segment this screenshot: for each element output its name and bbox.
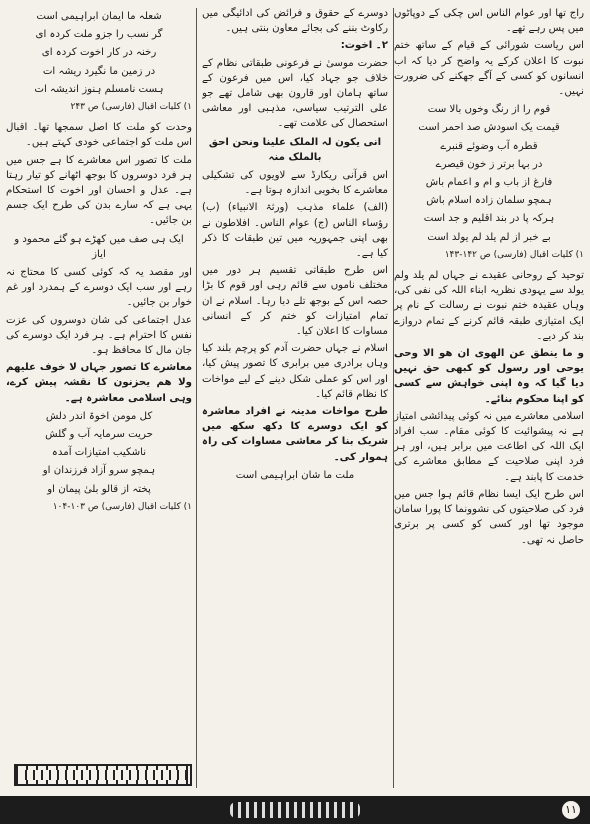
paragraph: عدل اجتماعی کی شان دوسروں کی عزت نفس کا احترام ہے۔ ہر فرد ایک دوسرے کی جان مال کا محافظ ہو۔ <box>6 314 192 357</box>
verse-line: ایک ہی صف میں کھڑے ہو گئے محمود و ایاز <box>14 233 184 260</box>
verse-line: در زمین ما نگیرد ریشہ ات <box>42 65 156 77</box>
column-divider <box>393 8 394 788</box>
verse-line: ناشکیب امتیازات آمدہ <box>51 447 147 459</box>
paragraph: (الف) علماء مذہب (ورثۃ الانبیاء) (ب) رؤساء الناس (ج) عوام الناس۔ افلاطون نے بھی اپنی جمہوریہ میں تین طبقات کا ذکر کیا ہے۔ <box>202 202 388 260</box>
verse-line: قطرہ آب وضوئے قنبرے <box>440 140 538 152</box>
footnote: ۱) کلیات اقبال (فارسی) ص ۱۴۲-۱۴۳ <box>444 249 584 260</box>
quran-quote: انی یکون لہ الملک علینا ونحن احق بالملک منہ <box>208 136 382 163</box>
page-number: ۱۱ <box>562 801 580 819</box>
paragraph: توحید کے روحانی عقیدے نے جہاں لم یلد ولم یولد سے یہودی نظریہ ابناء اللہ کی نفی کی، وہاں عقیدہ ختم نبوت نے رسالت کے نام پر ایک امتیازی طبقہ قائم کرنے کے تمام دروازے بند کر دیے۔ <box>394 270 584 342</box>
paragraph: معاشرے کا تصور جہاں لا خوف علیھم ولا ھم یحزنون کا نقشہ پیش کرے، وہی اسلامی معاشرہ ہے۔ <box>6 362 192 404</box>
decorative-pattern <box>230 802 360 818</box>
verse-line: ہمچو سرو آزاد فرزندان او <box>42 465 156 477</box>
column-divider <box>196 8 197 788</box>
verse-line: در بہا برتر ز خون قیصرے <box>435 158 543 170</box>
footnote: ۱) کلیات اقبال (فارسی) ص ۲۴۳ <box>70 102 192 113</box>
paragraph: دوسرے کے حقوق و فرائض کی ادائیگی میں رکاوٹ بننے کی بجائے معاون بنتی ہیں۔ <box>202 8 388 35</box>
footer-band <box>0 796 590 824</box>
column-left <box>6 6 192 796</box>
verse-line: ملت ما شان ابراہیمی است <box>235 469 355 481</box>
footnote: ۱) کلیات اقبال (فارسی) ص ۱۰۳-۱۰۴ <box>52 501 192 512</box>
verse-line: کل مومن اخوۃ اندر دلش <box>45 410 153 422</box>
verse-line: حریت سرمایہ آب و گلش <box>45 429 153 441</box>
paragraph: اسلامی معاشرے میں نہ کوئی پیدائشی امتیاز ہے نہ پیشوائیت کا کوئی مقام۔ سب افراد ایک اللہ کی اطاعت میں برابر ہیں، اور ہر فرد اپنی صلاحیت کے مطابق معاشرے کی خدمت کا پابند ہے۔ <box>394 410 584 483</box>
column-right <box>394 6 584 796</box>
verse-line: شعلہ ما ایمان ابراہیمی است <box>36 11 162 22</box>
verse-line: ہرکہ پا در بند اقلیم و جد است <box>423 213 555 225</box>
paragraph: طرح مواخات مدینہ نے افراد معاشرہ کو ایک دوسرے کا دکھ سکھ میں شریک بنا کر معاشی مساوات کی راہ ہموار کی۔ <box>202 406 388 463</box>
verse-line: قوم را از رنگ وخوں بالا ست <box>427 104 551 116</box>
paragraph: ملت کا تصور اس معاشرے کا ہے جس میں ہر فرد دوسروں کا بوجھ اٹھانے کو تیار رہتا ہے۔ عدل و احسان اور اخوت کا استحکام یہی ہے کہ سارے بدن کی طرح ایک جسم بن جائیں۔ <box>6 154 192 227</box>
paragraph: وحدت کو ملت کا اصل سمجھا تھا۔ اقبال اس ملت کو اجتماعی خودی کہتے ہیں۔ <box>6 122 192 149</box>
verse-line: ہمچو سلمان زادہ اسلام باش <box>426 195 552 207</box>
paragraph: اور مقصد یہ کہ کوئی کسی کا محتاج نہ رہے اور سب ایک دوسرے کے ہمدرد اور غم خوار بن جائیں۔ <box>6 267 192 309</box>
verse-line: قیمت یک اسودش صد احمر است <box>418 122 560 134</box>
paragraph: اسلام نے جہاں حضرت آدم کو پرچم بلند کیا وہاں برادری میں برابری کا تصور پیش کیا، اور اس کو عملی شکل دینے کے لیے مواخات کا نظام قائم کیا۔ <box>202 343 388 400</box>
verse-line: رخنہ در کار اخوت کردہ ای <box>41 47 157 59</box>
paragraph: و ما ینطق عن الھوی ان ھو الا وحی یوحی اور رسول کو کبھی حق نہیں دیا گیا کہ وہ اپنی خواہش سے کسی کو اپنا محکوم بنائے۔ <box>394 348 584 405</box>
verse-line: بے خبر از لم یلد لم یولد است <box>427 231 551 243</box>
verse-line: ہست نامسلم ہنوز اندیشہ ات <box>34 83 164 95</box>
column-middle <box>202 6 388 796</box>
paragraph: راج تھا اور عوام الناس اس چکی کے دوپاٹوں میں پس رہے تھے۔ <box>394 8 584 35</box>
verse-line: پختہ از قالو بلیٰ پیمان او <box>47 483 151 495</box>
verse-line: گر نسب را جزو ملت کردہ ای <box>35 29 163 41</box>
paragraph: اس قرآنی ریکارڈ سے لاویوں کی تشکیلی معاشرے کا بخوبی اندازہ ہوتا ہے۔ <box>202 170 388 197</box>
paragraph: اس طرح ایک ایسا نظام قائم ہوا جس میں فرد کی صلاحیتوں کی نشوونما کا پورا سامان موجود تھا اور کسی کو کسی پر برتری حاصل نہ تھی۔ <box>394 488 584 546</box>
section-heading: ۲۔ اخوت: <box>340 40 388 52</box>
paragraph: حضرت موسیٰ نے فرعونی طبقاتی نظام کے خلاف جو جہاد کیا، اس میں فرعون کے ساتھ ہامان اور قارون بھی شامل تھے جو علی الترتیب سیاسی، مذہبی اور معاشی استحصال کی علامت تھے۔ <box>202 57 388 130</box>
paragraph: اس طرح طبقاتی تقسیم ہر دور میں مختلف ناموں سے قائم رہی اور قوم کا بڑا حصہ اس کے بوجھ تلے دبا رہا۔ اسلام نے ان تمام امتیازات کو ختم کر کے انسانی مساوات کا اعلان کیا۔ <box>202 265 388 338</box>
ornament-border <box>14 764 192 786</box>
verse-line: فارغ از باب و ام و اعمام باش <box>425 177 553 189</box>
paragraph: اس ریاست شورائی کے قیام کے ساتھ ختم نبوت کا اعلان کرکے یہ واضح کر دیا کہ اب انسانوں کو کسی کے آگے جھکنے کی ضرورت نہیں۔ <box>394 40 584 98</box>
